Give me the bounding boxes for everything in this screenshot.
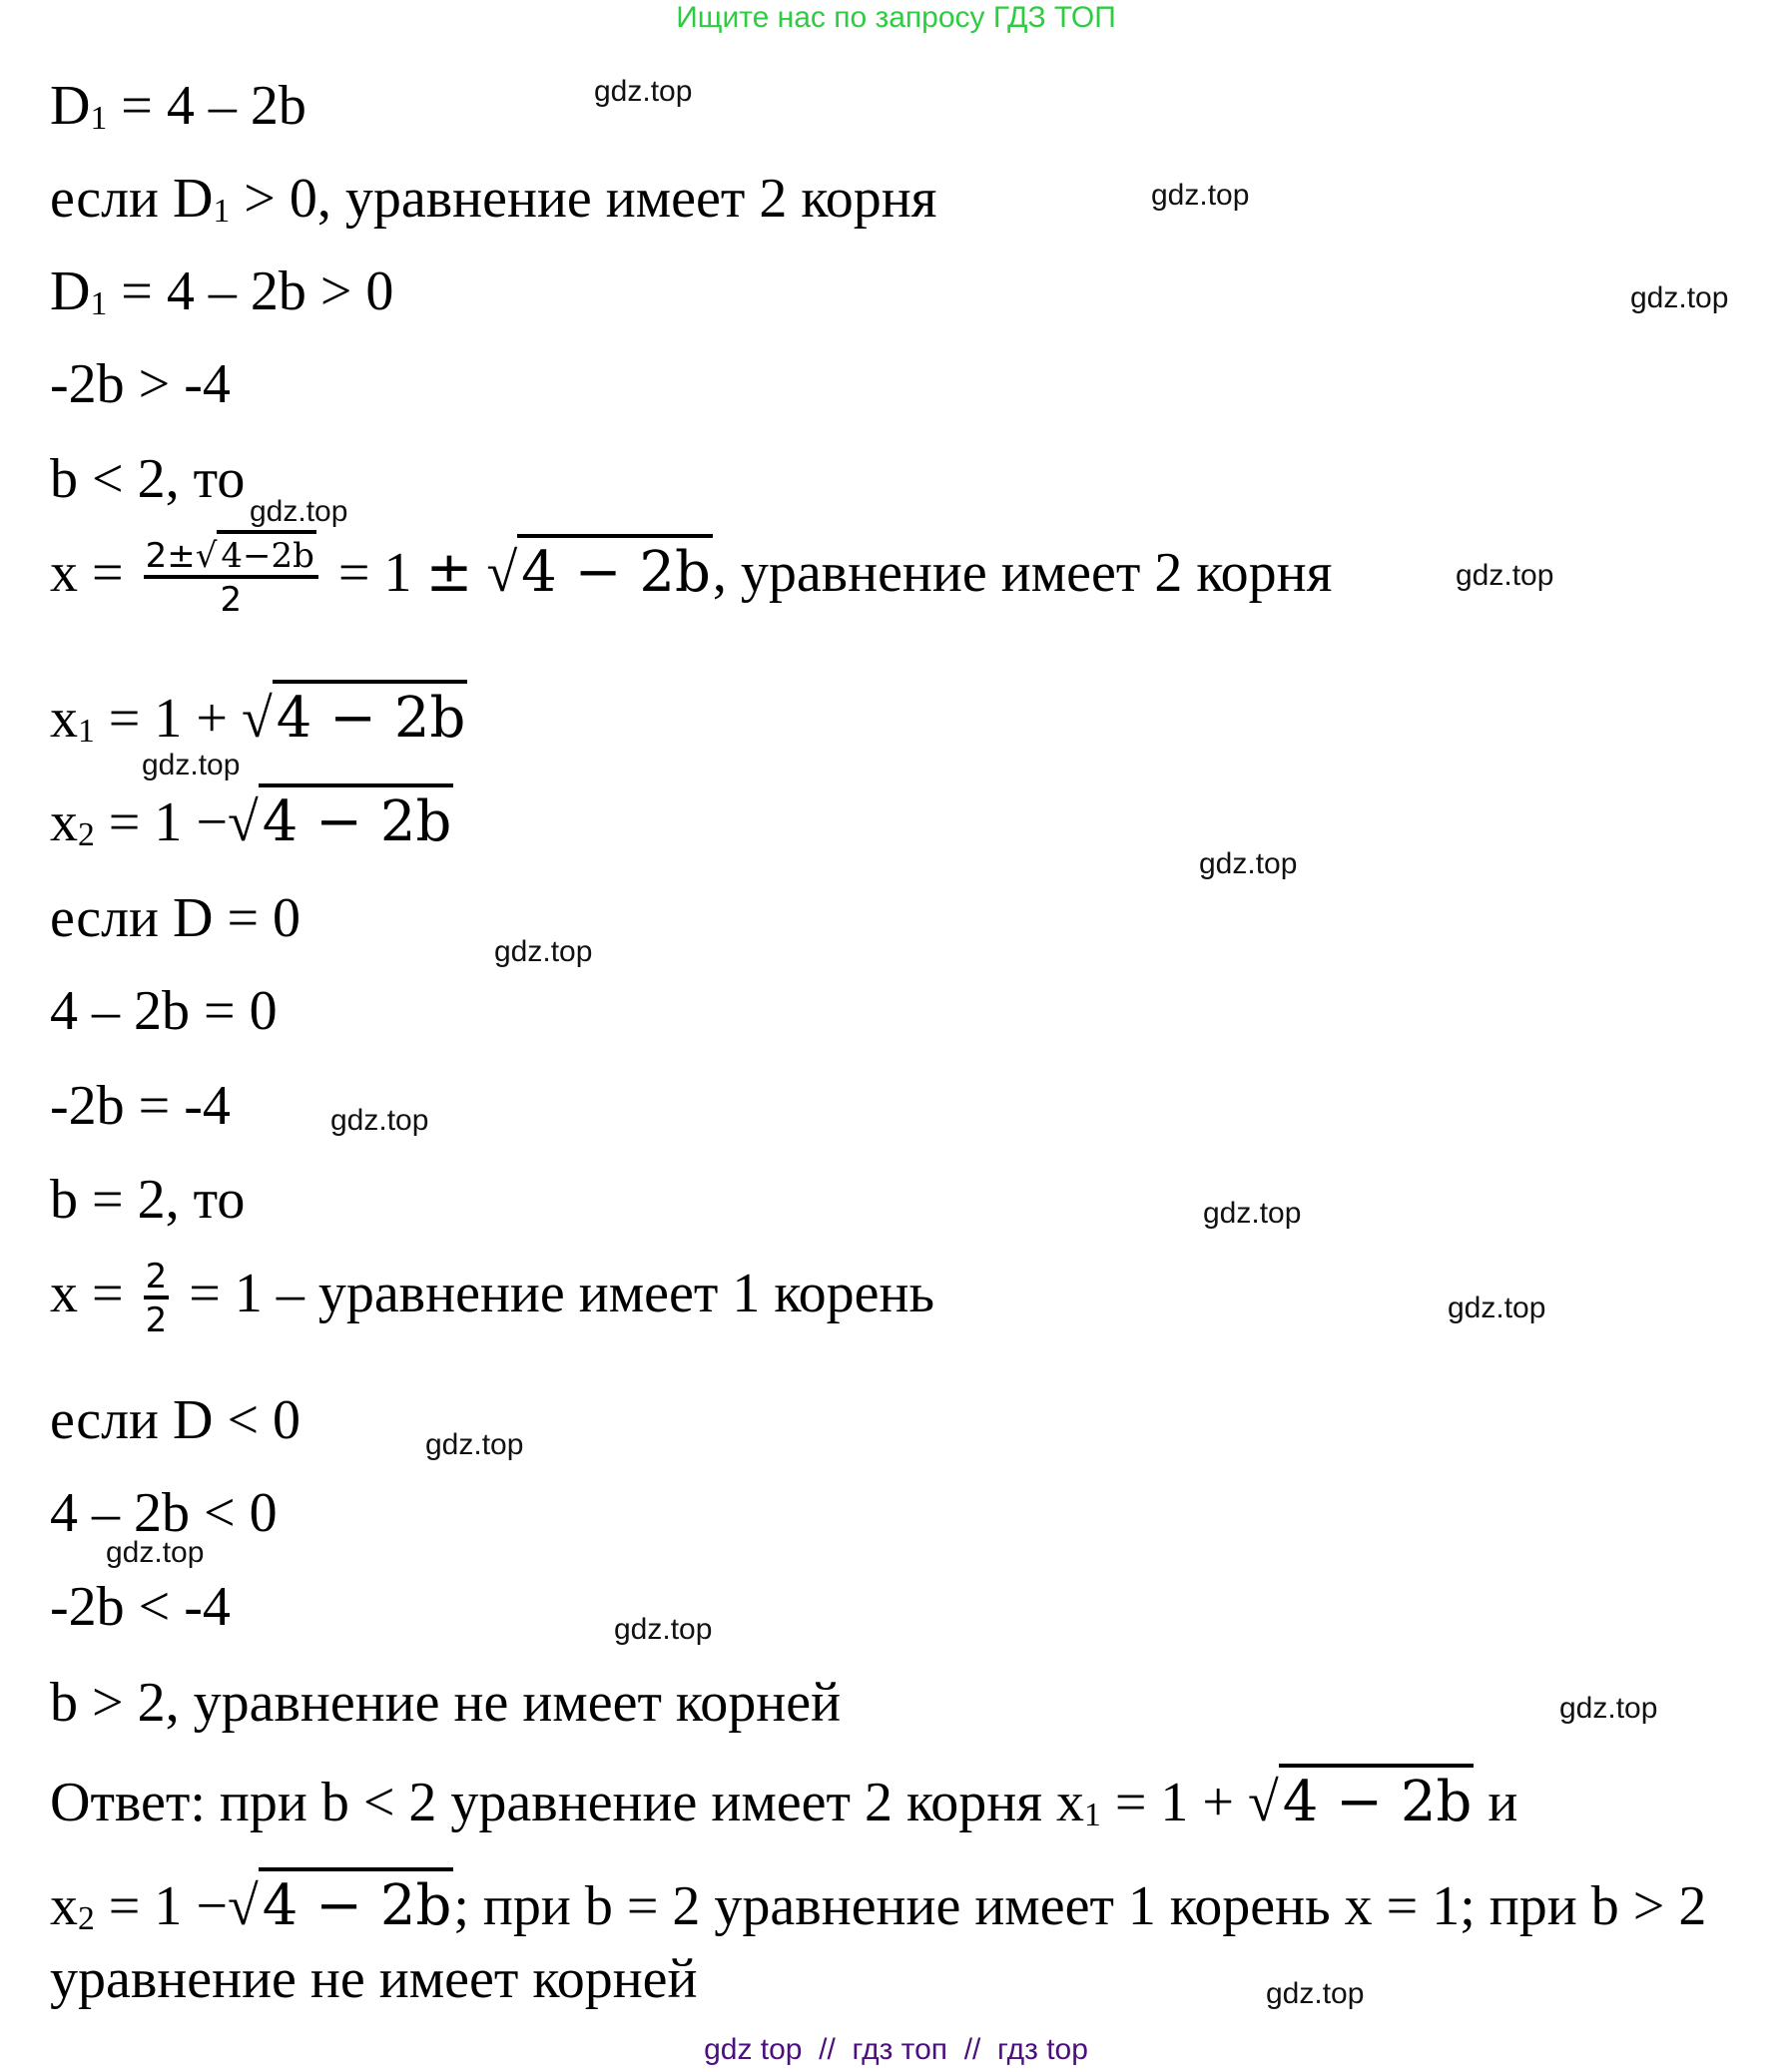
sqrt-icon: √ — [227, 791, 259, 853]
line-if-d1-positive: если $D_1 > 0$, уравнение имеет 2 корня — [50, 168, 937, 231]
watermark: gdz.top — [1448, 1292, 1546, 1324]
sqrt-icon: √ — [1248, 1772, 1279, 1833]
watermark: gdz.top — [1266, 1977, 1365, 2010]
fraction: $\frac{2}{2}$ — [145, 1257, 168, 1340]
line-x1: $x_1 = 1 + √4 - 2b$ — [50, 691, 467, 749]
line-x2: $x_2 = 1 -√4 - 2b$ — [50, 794, 453, 852]
watermark: gdz.top — [594, 75, 693, 108]
line-minus2b-eq: -2b = -4 — [50, 1075, 231, 1137]
line-x-formula: x = $\frac{2\pm√ 4-2b}{2}$ = 1 ± √4 − 2b, уравнение имеет 2 корня — [50, 539, 1332, 617]
watermark: gdz.top — [142, 749, 241, 781]
line-b-eq-2: b = 2, то — [50, 1169, 246, 1231]
fraction: $\frac{2\pm√ 4-2b}{2}$ — [144, 539, 318, 617]
watermark: gdz.top — [1630, 281, 1729, 314]
watermark: gdz.top — [330, 1104, 429, 1137]
line-4-2b-lt-0: 4 – 2b < 0 — [50, 1482, 278, 1544]
line-minus2b-lt: -2b < -4 — [50, 1576, 231, 1638]
watermark: gdz.top — [1203, 1197, 1302, 1230]
line-4-2b-eq-0: 4 – 2b = 0 — [50, 980, 278, 1042]
line-d1: $D_1 = 4 - 2b$ — [50, 75, 306, 138]
watermark: gdz.top — [1559, 1692, 1658, 1725]
line-if-d-negative: если D < 0 — [50, 1389, 301, 1451]
line-b-lt-2: b < 2, то — [50, 448, 246, 510]
watermark: gdz.top — [1456, 559, 1554, 592]
watermark: gdz.top — [106, 1536, 205, 1569]
watermark: gdz.top — [614, 1613, 713, 1646]
watermark: gdz.top — [1151, 179, 1250, 212]
watermark: gdz.top — [494, 935, 593, 968]
watermark: gdz.top — [1199, 847, 1298, 880]
watermark: gdz.top — [425, 1428, 524, 1461]
answer-line-1: Ответ: при b < 2 уравнение имеет 2 корня $x_1 = 1 + √4 - 2b$ и — [50, 1775, 1517, 1832]
answer-line-3: уравнение не имеет корней — [50, 1948, 698, 2010]
line-x-one-root: x = $\frac{2}{2}$ = 1 – уравнение имеет 1 корень — [50, 1257, 935, 1340]
line-minus2b-gt: -2b > -4 — [50, 353, 231, 415]
sqrt-icon: √ — [195, 536, 218, 576]
answer-line-2: $x_2 = 1 -√4 - 2b$; при b = 2 уравнение имеет 1 корень x = 1; при b > 2 — [50, 1878, 1706, 1936]
footer-links: gdz top // гдз топ // гдз top — [704, 2033, 1088, 2066]
watermark: gdz.top — [250, 495, 348, 528]
line-b-gt-2: b > 2, уравнение не имеет корней — [50, 1672, 842, 1734]
search-banner: Ищите нас по запросу ГДЗ ТОП — [676, 1, 1116, 34]
sqrt-icon: √ — [227, 1875, 259, 1937]
line-if-d-zero: если D = 0 — [50, 887, 301, 949]
sqrt-icon: √ — [241, 688, 273, 750]
line-d1-inequality: $D_1 = 4 - 2b > 0$ — [50, 260, 394, 323]
sqrt-icon: √ — [486, 541, 518, 604]
